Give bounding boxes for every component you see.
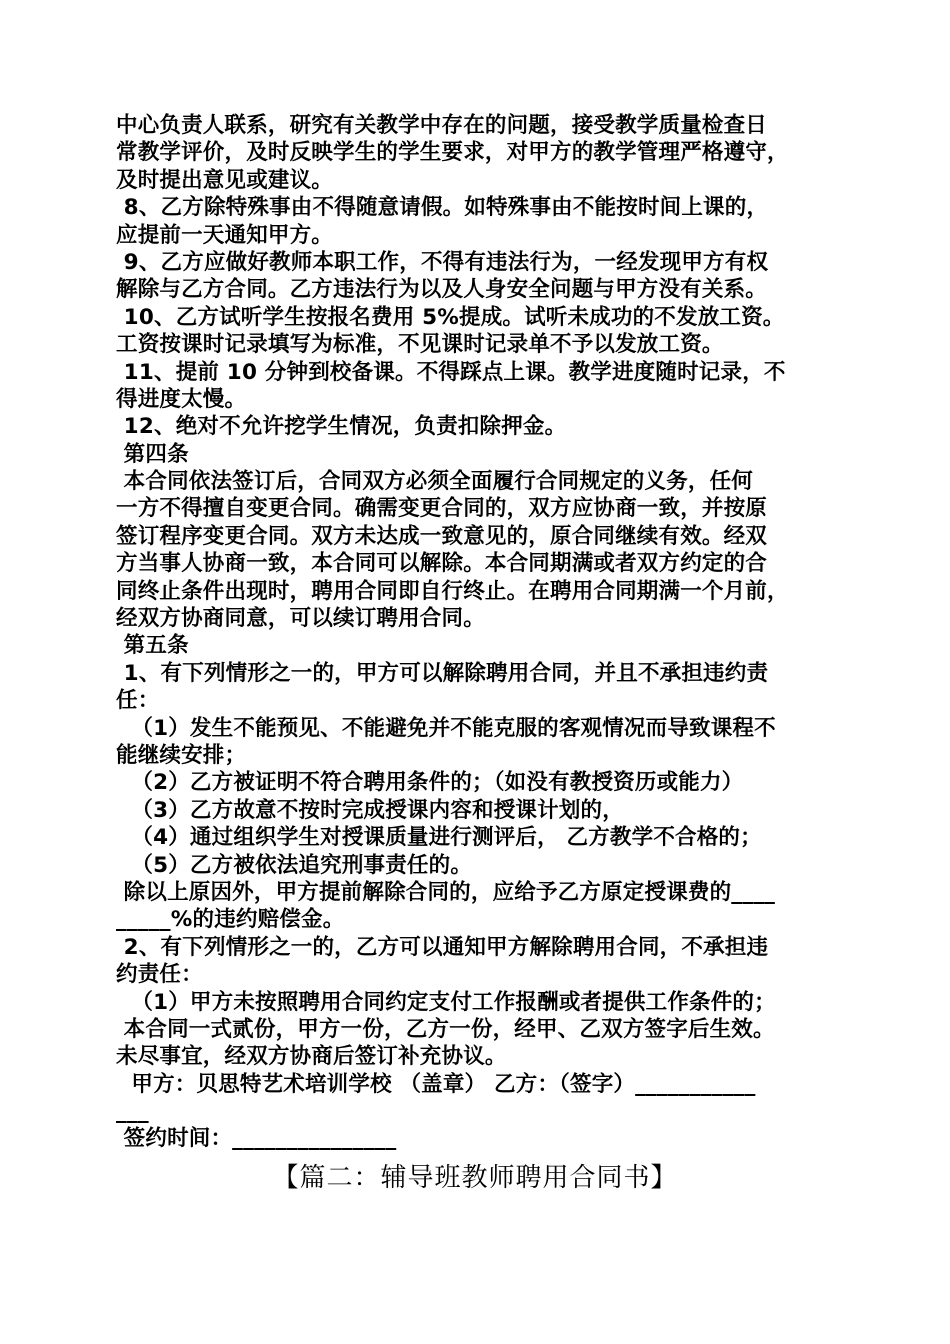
section-title: 【篇二：辅导班教师聘用合同书】 — [272, 1163, 678, 1193]
text-line: _____%的违约赔偿金。 — [116, 907, 345, 933]
article-5-heading: 第五条 — [116, 633, 189, 659]
text-line: 2、有下列情形之一的，乙方可以通知甲方解除聘用合同，不承担违 — [116, 934, 769, 960]
signature-line: 甲方：贝思特艺术培训学校 （盖章） 乙方：（签字）___________ — [116, 1071, 756, 1097]
contract-text-body — [116, 112, 836, 1153]
text-line: 约责任： — [116, 962, 203, 988]
list-item: （5）乙方被依法追究刑事责任的。 — [116, 852, 473, 878]
text-line: 能继续安排； — [116, 742, 247, 768]
text-line: 本合同一式贰份，甲方一份，乙方一份，经甲、乙双方签字后生效。 — [116, 1016, 775, 1042]
text-line: 任： — [116, 688, 160, 714]
text-line: 经双方协商同意，可以续订聘用合同。 — [116, 606, 485, 632]
clause-10: 10、乙方试听学生按报名费用 5%提成。试听未成功的不发放工资。 — [116, 304, 785, 330]
text-line: 常教学评价，及时反映学生的学生要求，对甲方的教学管理严格遵守， — [116, 140, 789, 166]
list-item: （2）乙方被证明不符合聘用条件的；（如没有教授资历或能力） — [116, 770, 744, 796]
text-line: 签订程序变更合同。双方未达成一致意见的，原合同继续有效。经双 — [116, 523, 768, 549]
clause-12: 12、绝对不允许挖学生情况，负责扣除押金。 — [116, 414, 567, 440]
text-line: 方当事人协商一致，本合同可以解除。本合同期满或者双方约定的合 — [116, 551, 768, 577]
text-line: 本合同依法签订后，合同双方必须全面履行合同规定的义务，任何 — [116, 469, 753, 495]
list-item: （1）发生不能预见、不能避免并不能克服的客观情况而导致课程不 — [116, 715, 776, 741]
text-line: 1、有下列情形之一的，甲方可以解除聘用合同，并且不承担违约责 — [116, 660, 769, 686]
clause-9: 9、乙方应做好教师本职工作，不得有违法行为，一经发现甲方有权 — [116, 249, 769, 275]
text-line: 应提前一天通知甲方。 — [116, 222, 334, 248]
list-item: （1）甲方未按照聘用合同约定支付工作报酬或者提供工作条件的； — [116, 989, 776, 1015]
list-item: （3）乙方故意不按时完成授课内容和授课计划的， — [116, 797, 624, 823]
article-4-heading: 第四条 — [116, 441, 189, 467]
text-line: 同终止条件出现时，聘用合同即自行终止。在聘用合同期满一个月前， — [116, 578, 789, 604]
list-item: （4）通过组织学生对授课质量进行测评后， 乙方教学不合格的； — [116, 825, 762, 851]
signature-line-continued: ___ — [116, 1099, 149, 1125]
text-line: 一方不得擅自变更合同。确需变更合同的，双方应协商一致，并按原 — [116, 496, 768, 522]
text-line: 得进度太慢。 — [116, 386, 247, 412]
text-line: 未尽事宜，经双方协商后签订补充协议。 — [116, 1044, 507, 1070]
signing-date-line: 签约时间：_______________ — [116, 1126, 397, 1152]
text-line: 中心负责人联系，研究有关教学中存在的问题，接受教学质量检查日 — [116, 113, 768, 138]
text-line: 工资按课时记录填写为标准，不见课时记录单不予以发放工资。 — [116, 332, 724, 358]
text-line: 解除与乙方合同。乙方违法行为以及人身安全问题与甲方没有关系。 — [116, 277, 768, 303]
text-line: 及时提出意见或建议。 — [116, 167, 334, 193]
clause-8: 8、乙方除特殊事由不得随意请假。如特殊事由不能按时间上课的， — [116, 195, 769, 221]
text-line: 除以上原因外，甲方提前解除合同的，应给予乙方原定授课费的____ — [116, 879, 776, 905]
clause-11: 11、提前 10 分钟到校备课。不得踩点上课。教学进度随时记录，不 — [116, 359, 786, 385]
